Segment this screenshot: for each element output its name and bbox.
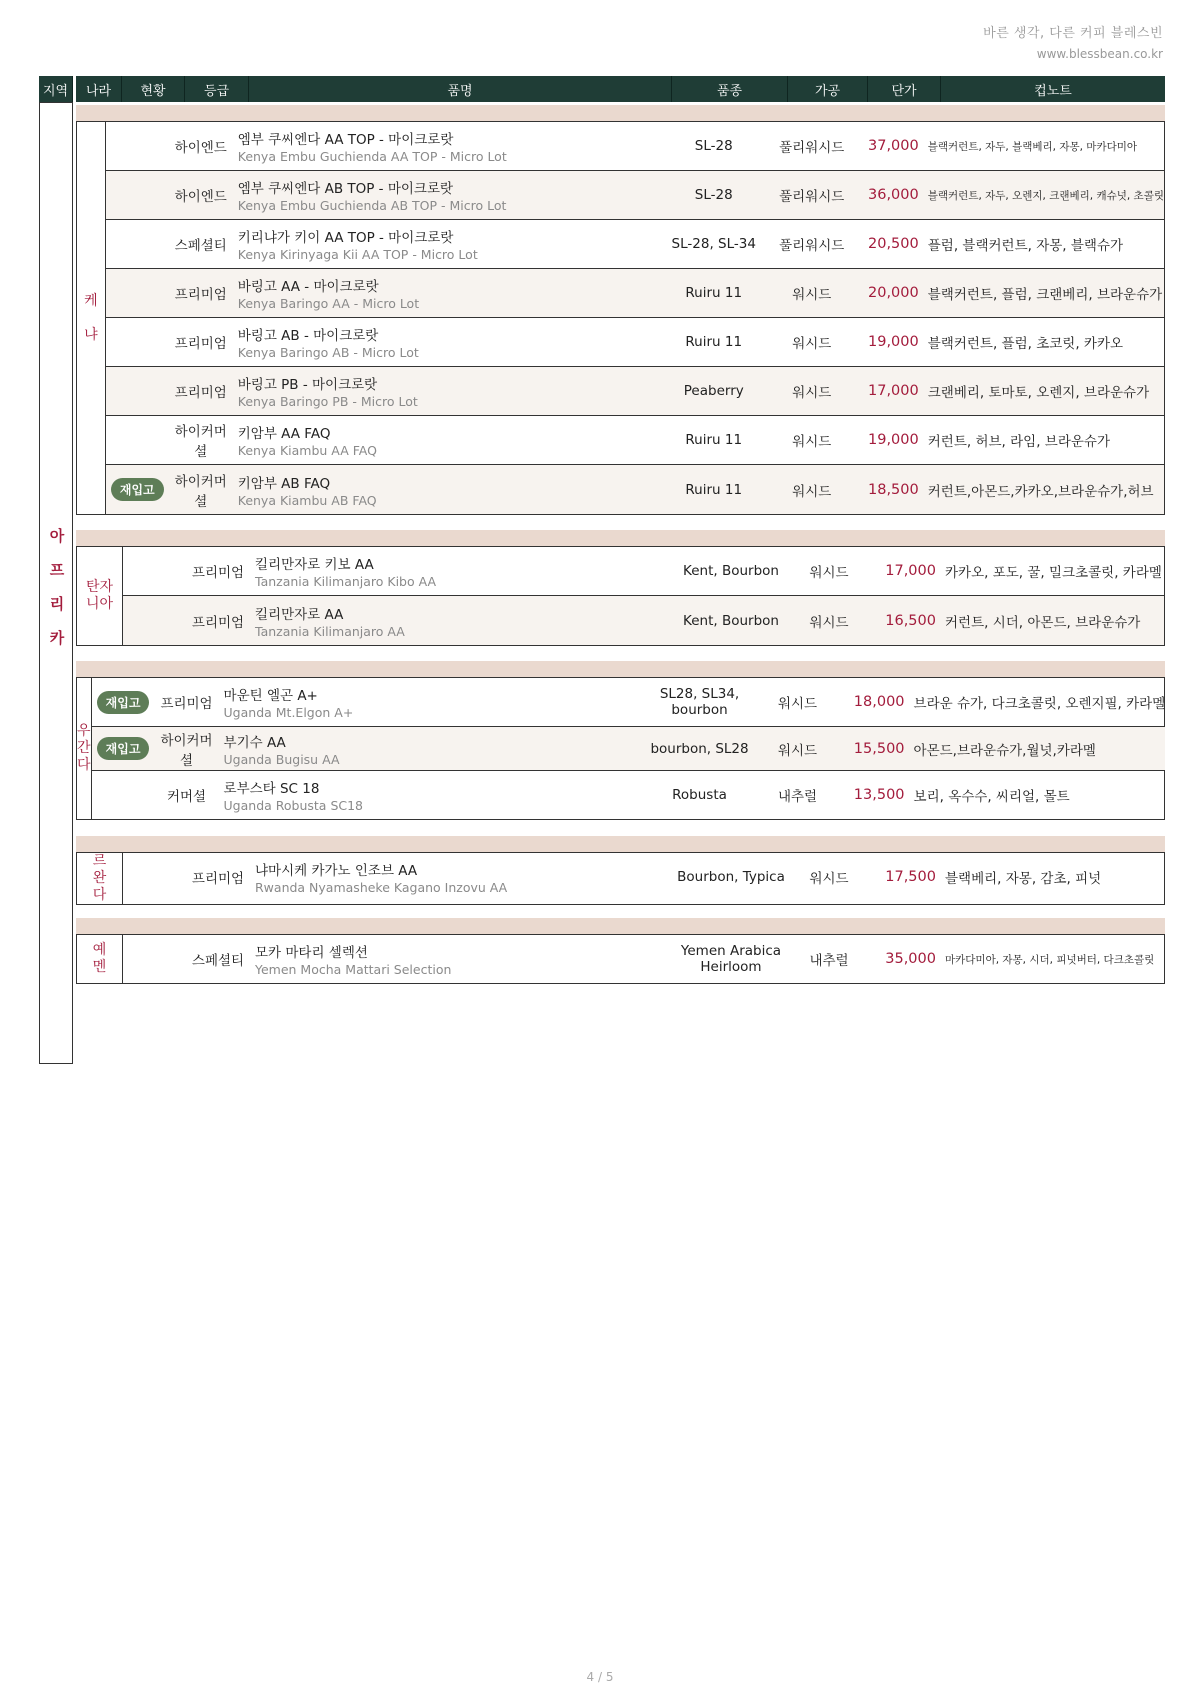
- header-process: 가공: [788, 76, 868, 102]
- region-column: [39, 102, 73, 1064]
- header-price: 단가: [868, 76, 941, 102]
- country-group: [76, 527, 1165, 646]
- cup-notes-cell: 크랜베리, 토마토, 오렌지, 브라운슈가: [927, 385, 1150, 401]
- price-cell: 19,000: [868, 432, 919, 448]
- table-row[interactable]: [123, 853, 1164, 901]
- price-cell: 36,000: [868, 187, 919, 203]
- product-name-cell: [233, 226, 656, 262]
- product-name-cell: [250, 603, 673, 639]
- product-name-cell: [233, 275, 656, 311]
- price-cell: 20,500: [868, 236, 919, 252]
- product-name-ko: 키리냐가 키이 AA TOP - 마이크로랏: [237, 230, 454, 246]
- table-row[interactable]: [123, 547, 1164, 596]
- process-cell: 워시드: [809, 565, 849, 581]
- product-name-ko: 키암부 AB FAQ: [237, 475, 331, 492]
- process-cell: 내추럴: [809, 953, 849, 969]
- product-name-ko: 엠부 쿠씨엔다 AB TOP - 마이크로랏: [237, 181, 454, 197]
- product-name-cell: [233, 128, 656, 164]
- table-row[interactable]: [106, 171, 1164, 220]
- cup-notes-cell: 커런트,아몬드,카카오,브라운슈가,허브: [927, 483, 1154, 500]
- table-row[interactable]: [92, 771, 1166, 819]
- group-divider: [76, 918, 1165, 934]
- grade-cell: 하이엔드: [174, 189, 227, 205]
- cup-notes-cell: 블랙베리, 자몽, 감초, 피넛: [945, 871, 1102, 887]
- country-group: [76, 658, 1165, 820]
- product-name-en: Kenya Embu Guchienda AB TOP - Micro Lot: [237, 198, 507, 213]
- grade-cell: 스페셜티: [191, 953, 245, 969]
- price-table: [39, 76, 1166, 977]
- process-cell: 워시드: [792, 287, 832, 303]
- product-name-cell: [233, 324, 656, 360]
- header-country: 나라: [76, 76, 122, 102]
- price-cell: 17,000: [868, 383, 919, 399]
- table-row[interactable]: [123, 596, 1164, 645]
- table-row[interactable]: [106, 367, 1164, 416]
- grade-cell: 프리미엄: [191, 871, 245, 887]
- product-name-cell: [219, 684, 642, 720]
- restock-badge: 재입고: [97, 737, 150, 760]
- grade-cell: 프리미엄: [191, 614, 245, 631]
- country-group: [76, 102, 1165, 515]
- product-name-en: Tanzania Kilimanjaro AA: [255, 623, 405, 639]
- grade-cell: 커머셜: [166, 789, 207, 805]
- product-name-cell: [233, 373, 656, 409]
- brand-url[interactable]: www.blessbean.co.kr: [1036, 47, 1163, 61]
- process-cell: 워시드: [792, 336, 832, 352]
- group-divider: [76, 530, 1165, 546]
- cup-notes-cell: 블랙커런트, 플럼, 초코릿, 카카오: [927, 336, 1124, 352]
- product-name-en: Uganda Robusta SC18: [223, 798, 364, 813]
- cup-notes-cell: 커런트, 시더, 아몬드, 브라운슈가: [945, 614, 1141, 631]
- group-divider: [76, 661, 1165, 677]
- product-name-en: Uganda Bugisu AA: [223, 751, 340, 767]
- process-cell: 내추럴: [777, 789, 818, 805]
- header-grade: 등급: [185, 76, 249, 102]
- product-name-en: Kenya Embu Guchienda AA TOP - Micro Lot: [237, 149, 507, 164]
- product-name-cell: [233, 422, 656, 458]
- group-divider: [76, 836, 1165, 852]
- variety-cell: Bourbon, Typica: [677, 869, 785, 885]
- product-name-ko: 킬리만자로 AA: [255, 606, 344, 623]
- table-row[interactable]: [106, 318, 1164, 367]
- grade-cell: 하이커머셜: [174, 424, 227, 460]
- table-row[interactable]: [92, 727, 1166, 771]
- process-cell: 워시드: [792, 483, 832, 500]
- country-label: 케 냐: [77, 122, 106, 514]
- variety-cell: Kent, Bourbon: [683, 612, 779, 629]
- product-name-en: Kenya Baringo AB - Micro Lot: [237, 345, 419, 360]
- cup-notes-cell: 보리, 옥수수, 씨리얼, 몰트: [913, 789, 1070, 805]
- product-name-ko: 바링고 PB - 마이크로랏: [237, 377, 378, 393]
- variety-cell: Yemen Arabica Heirloom: [680, 943, 782, 975]
- table-header: [39, 76, 1165, 102]
- cup-notes-cell: 커런트, 허브, 라임, 브라운슈가: [927, 434, 1110, 450]
- country-group: [76, 915, 1165, 984]
- product-name-en: Tanzania Kilimanjaro Kibo AA: [255, 574, 437, 589]
- product-name-en: Yemen Mocha Mattari Selection: [255, 962, 452, 977]
- status-cell: [106, 478, 169, 501]
- process-cell: 워시드: [809, 614, 849, 631]
- product-name-ko: 엠부 쿠씨엔다 AA TOP - 마이크로랏: [237, 132, 454, 148]
- process-cell: 워시드: [777, 742, 818, 759]
- product-name-cell: [250, 553, 673, 589]
- process-cell: 워시드: [777, 696, 818, 712]
- product-name-en: Kenya Baringo PB - Micro Lot: [237, 394, 418, 409]
- cup-notes-cell: 마카다미아, 자몽, 시더, 피넛버터, 다크초콜릿: [945, 953, 1155, 966]
- product-name-en: Rwanda Nyamasheke Kagano Inzovu AA: [255, 880, 508, 895]
- product-name-cell: [233, 472, 656, 508]
- variety-cell: SL28, SL34, bourbon: [659, 686, 740, 718]
- product-name-ko: 바링고 AB - 마이크로랏: [237, 328, 379, 344]
- product-name-ko: 바링고 AA - 마이크로랏: [237, 279, 379, 295]
- price-cell: 15,500: [853, 740, 905, 757]
- header-name: 품명: [249, 76, 672, 102]
- price-cell: 17,500: [885, 869, 936, 885]
- product-name-cell: [219, 731, 642, 767]
- process-cell: 워시드: [792, 434, 832, 450]
- variety-cell: Ruiru 11: [685, 432, 743, 448]
- header-variety: 품종: [672, 76, 788, 102]
- price-cell: 18,500: [868, 481, 919, 498]
- product-name-en: Kenya Kiambu AA FAQ: [237, 443, 377, 458]
- header-region: 지역: [39, 76, 73, 102]
- product-name-cell: [250, 859, 673, 895]
- product-name-en: Kenya Baringo AA - Micro Lot: [237, 296, 420, 311]
- process-cell: 워시드: [809, 871, 849, 887]
- country-label: 탄자 니아: [77, 547, 123, 645]
- grade-cell: 프리미엄: [160, 696, 213, 712]
- product-name-ko: 킬리만자로 키보 AA: [255, 557, 374, 573]
- header-status: 현황: [122, 76, 185, 102]
- variety-cell: Peaberry: [683, 383, 744, 399]
- variety-cell: Ruiru 11: [685, 285, 743, 301]
- restock-badge: 재입고: [111, 478, 164, 501]
- variety-cell: Ruiru 11: [685, 334, 743, 350]
- status-cell: [92, 737, 155, 760]
- table-row[interactable]: [106, 465, 1164, 514]
- country-label: 우 간 다: [77, 678, 92, 819]
- brand-header: [983, 22, 1163, 61]
- price-cell: 18,000: [853, 694, 905, 710]
- cup-notes-cell: 카카오, 포도, 꿀, 밀크초콜릿, 카라멜: [945, 565, 1162, 581]
- grade-cell: 프리미엄: [191, 565, 245, 581]
- country-label: 예 멘: [77, 935, 123, 983]
- country-label: 르 완 다: [77, 853, 123, 904]
- table-row[interactable]: [106, 122, 1164, 171]
- page-number: 4 / 5: [586, 1670, 614, 1684]
- product-name-ko: 부기수 AA: [223, 734, 286, 751]
- price-cell: 16,500: [885, 612, 936, 629]
- cup-notes-cell: 브라운 슈가, 다크초콜릿, 오렌지필, 카라멜: [913, 696, 1166, 712]
- grade-cell: 프리미엄: [174, 385, 227, 401]
- grade-cell: 프리미엄: [174, 336, 227, 352]
- cup-notes-cell: 아몬드,브라운슈가,월넛,카라멜: [913, 742, 1096, 759]
- price-cell: 17,000: [885, 563, 936, 579]
- grade-cell: 하이커머셜: [160, 732, 213, 769]
- cup-notes-cell: 블랙커런트, 자두, 오렌지, 크랜베리, 캐슈넛, 초콜릿: [927, 189, 1164, 202]
- grade-cell: 하이엔드: [174, 140, 227, 156]
- product-name-en: Kenya Kiambu AB FAQ: [237, 492, 377, 508]
- country-group: [76, 833, 1165, 905]
- variety-cell: Kent, Bourbon: [683, 563, 779, 579]
- price-cell: 20,000: [868, 285, 919, 301]
- grade-cell: 스페셜티: [174, 238, 227, 254]
- variety-cell: SL-28, SL-34: [671, 236, 756, 252]
- process-cell: 풀리워시드: [779, 238, 845, 254]
- table-row[interactable]: [106, 220, 1164, 269]
- variety-cell: SL-28: [694, 187, 733, 203]
- cup-notes-cell: 플럼, 블랙커런트, 자몽, 블랙슈가: [927, 238, 1124, 254]
- product-name-cell: [233, 177, 656, 213]
- product-name-ko: 키암부 AA FAQ: [237, 426, 331, 442]
- process-cell: 워시드: [792, 385, 832, 401]
- region-label: 아 프 리 카: [49, 527, 65, 647]
- cup-notes-cell: 블랙커런트, 자두, 블랙베리, 자몽, 마카다미아: [927, 140, 1138, 153]
- variety-cell: Robusta: [672, 787, 727, 803]
- product-name-en: Uganda Mt.Elgon A+: [223, 705, 354, 720]
- product-name-ko: 로부스타 SC 18: [223, 781, 320, 797]
- variety-cell: Ruiru 11: [685, 481, 743, 498]
- process-cell: 풀리워시드: [779, 189, 845, 205]
- grade-cell: 하이커머셜: [174, 473, 227, 510]
- variety-cell: SL-28: [694, 138, 733, 154]
- variety-cell: bourbon, SL28: [650, 740, 749, 757]
- grade-cell: 프리미엄: [174, 287, 227, 303]
- status-cell: [92, 691, 155, 714]
- table-row[interactable]: [123, 935, 1164, 983]
- product-name-ko: 마운틴 엘곤 A+: [223, 688, 318, 704]
- table-row[interactable]: [106, 416, 1164, 465]
- product-name-ko: 모카 마타리 셀렉션: [255, 945, 368, 961]
- cup-notes-cell: 블랙커런트, 플럼, 크랜베리, 브라운슈가: [927, 287, 1163, 303]
- product-name-ko: 냐마시케 카가노 인조브 AA: [255, 863, 418, 879]
- process-cell: 풀리워시드: [779, 140, 845, 156]
- product-name-en: Kenya Kirinyaga Kii AA TOP - Micro Lot: [237, 247, 478, 262]
- restock-badge: 재입고: [97, 691, 150, 714]
- product-name-cell: [219, 777, 642, 813]
- product-name-cell: [250, 941, 673, 977]
- brand-tagline: 바른 생각, 다른 커피 블레스빈: [983, 26, 1163, 41]
- group-divider: [76, 105, 1165, 121]
- table-row[interactable]: [92, 678, 1166, 727]
- header-notes: 컵노트: [1034, 83, 1072, 99]
- price-cell: 37,000: [868, 138, 919, 154]
- table-row[interactable]: [106, 269, 1164, 318]
- price-cell: 35,000: [885, 951, 936, 967]
- price-cell: 13,500: [853, 787, 905, 803]
- price-cell: 19,000: [868, 334, 919, 350]
